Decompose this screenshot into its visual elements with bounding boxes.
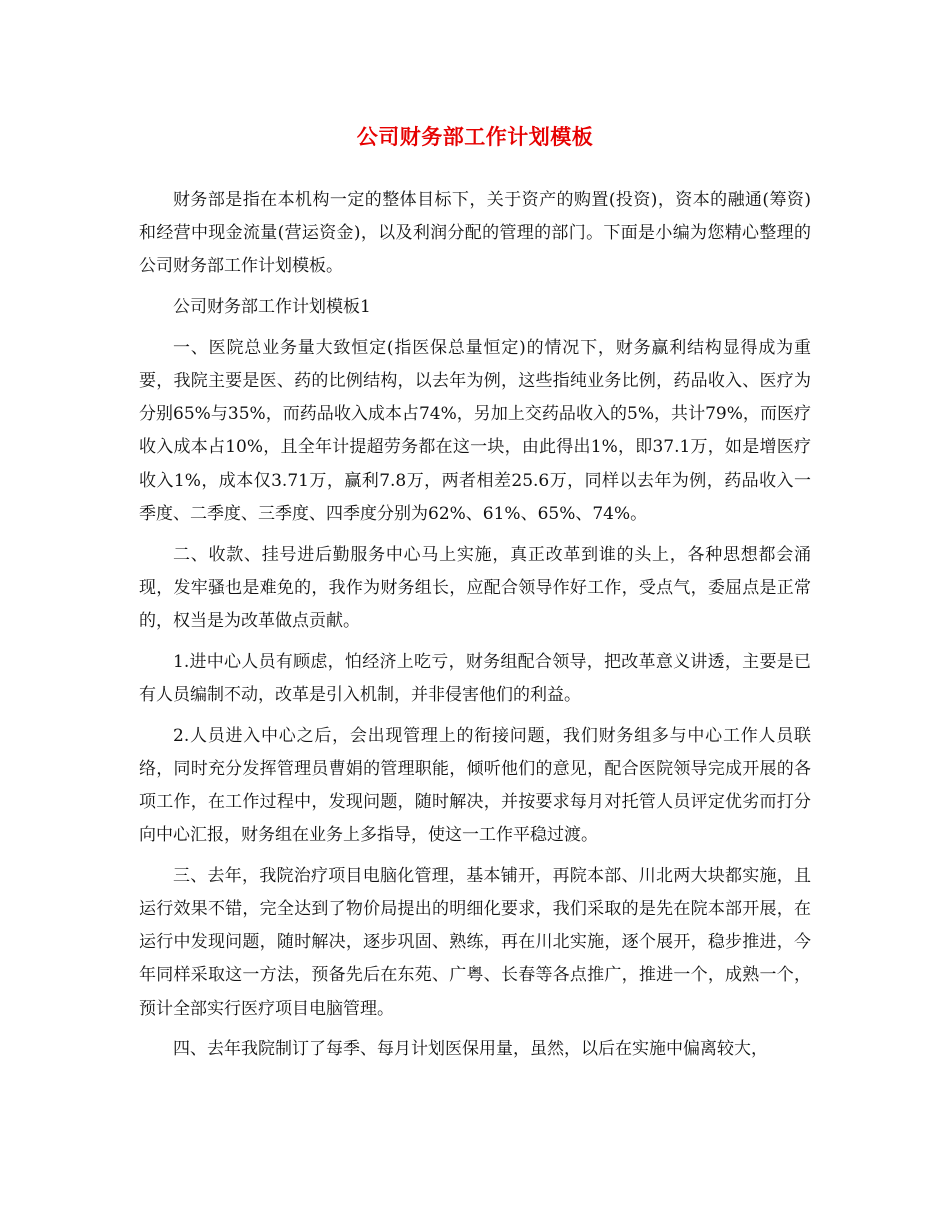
document-title: 公司财务部工作计划模板 [356, 124, 594, 149]
paragraph-item-two: 二、收款、挂号进后勤服务中心马上实施，真正改革到谁的头上，各种思想都会涌现，发牢骚也是难免的，我作为财务组长，应配合领导作好工作，受点气，委屈点是正常的，权当是为改革做点贡献。 [139, 544, 811, 631]
paragraph-item-one: 一、医院总业务量大致恒定(指医保总量恒定)的情况下，财务赢利结构显得成为重要，我院主要是医、药的比例结构，以去年为例，这些指纯业务比例，药品收入、医疗为分别65%与35%，而药品收入成本占74%，另加上交药品收入的5%，共计79%，而医疗收入成本占10%，且全年计提超劳务都在这一块，由此得出1%，即37.1万，如是增医疗收入1%，成本仅3.71万，赢利7.8万，两者相差25.6万，同样以去年为例，药品收入一季度、二季度、三季度、四季度分别为62%、61%、65%、74%。 [139, 337, 811, 524]
document-body [139, 184, 811, 1067]
paragraph-sub-item-1: 1.进中心人员有顾虑，怕经济上吃亏，财务组配合领导，把改革意义讲透，主要是已有人员编制不动，改革是引入机制，并非侵害他们的利益。 [139, 651, 811, 705]
paragraph-item-three: 三、去年，我院治疗项目电脑化管理，基本铺开，再院本部、川北两大块都实施，且运行效果不错，完全达到了物价局提出的明细化要求，我们采取的是先在院本部开展，在运行中发现问题，随时解决，逐步巩固、熟练，再在川北实施，逐个展开，稳步推进，今年同样采取这一方法，预备先后在东苑、广粤、长春等各点推广，推进一个，成熟一个，预计全部实行医疗项目电脑管理。 [139, 865, 811, 1019]
paragraph-item-four: 四、去年我院制订了每季、每月计划医保用量，虽然，以后在实施中偏离较大， [173, 1039, 768, 1060]
paragraph-sub-item-2: 2.人员进入中心之后，会出现管理上的衔接问题，我们财务组多与中心工作人员联络，同时充分发挥管理员曹娟的管理职能，倾听他们的意见，配合医院领导完成开展的各项工作，在工作过程中，发现问题，随时解决，并按要求每月对托管人员评定优劣而打分向中心汇报，财务组在业务上多指导，使这一工作平稳过渡。 [139, 725, 811, 846]
intro-paragraph: 财务部是指在本机构一定的整体目标下，关于资产的购置(投资)，资本的融通(筹资)和经营中现金流量(营运资金)，以及利润分配的管理的部门。下面是小编为您精心整理的公司财务部工作计划模板。 [139, 190, 811, 277]
section-heading: 公司财务部工作计划模板1 [173, 297, 371, 318]
